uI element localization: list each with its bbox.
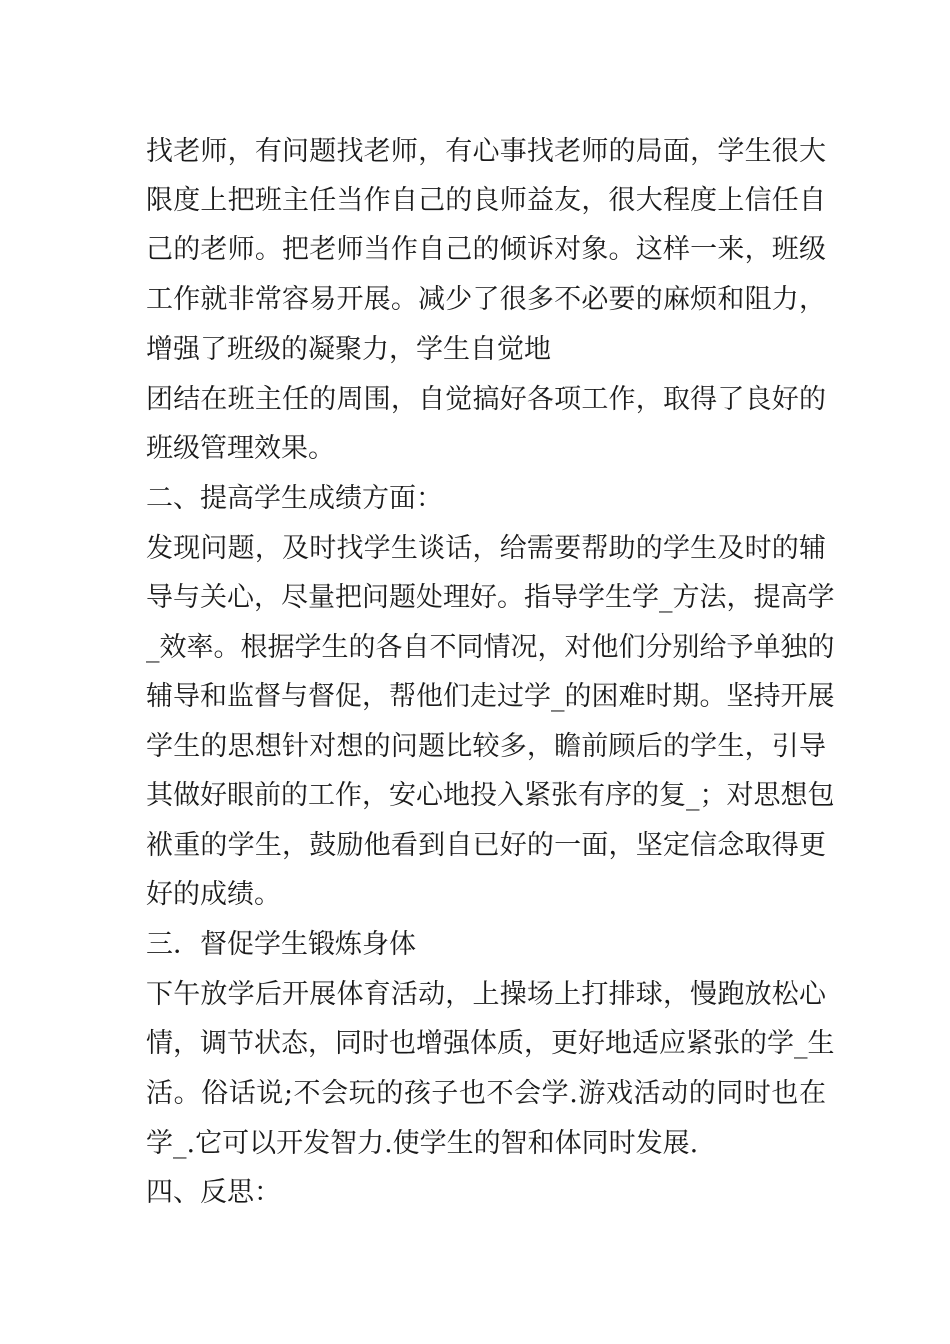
text-line: 团结在班主任的周围，自觉搞好各项工作，取得了良好的: [146, 384, 826, 415]
text-line: 找老师，有问题找老师，有心事找老师的局面，学生很大: [146, 136, 826, 167]
text-line: _效率。根据学生的各自不同情况，对他们分别给予单独的: [146, 632, 835, 663]
text-line: 导与关心，尽量把问题处理好。指导学生学_方法，提高学: [146, 582, 835, 613]
text-line: 发现问题，及时找学生谈话，给需要帮助的学生及时的辅: [146, 533, 826, 564]
text-line: 工作就非常容易开展。减少了很多不必要的麻烦和阻力，: [146, 284, 826, 315]
text-line: 情，调节状态，同时也增强体质，更好地适应紧张的学_生: [146, 1028, 835, 1059]
text-line: 辅导和监督与督促，帮他们走过学_的困难时期。坚持开展: [146, 681, 835, 712]
text-line: 班级管理效果。: [146, 433, 335, 464]
section-heading: 二、提高学生成绩方面：: [146, 483, 443, 514]
text-line: 好的成绩。: [146, 879, 281, 910]
text-line: 己的老师。把老师当作自己的倾诉对象。这样一来，班级: [146, 234, 826, 265]
section-heading: 四、反思：: [146, 1177, 281, 1208]
section-heading: 三．督促学生锻炼身体: [146, 929, 416, 960]
text-line: 活。俗话说;不会玩的孩子也不会学.游戏活动的同时也在: [146, 1078, 826, 1109]
text-line: 学_.它可以开发智力.使学生的智和体同时发展.: [146, 1128, 699, 1159]
text-line: 限度上把班主任当作自己的良师益友，很大程度上信任自: [146, 185, 826, 216]
text-line: 学生的思想针对想的问题比较多，瞻前顾后的学生，引导: [146, 731, 826, 762]
text-line: 袱重的学生，鼓励他看到自已好的一面，坚定信念取得更: [146, 830, 826, 861]
text-line: 增强了班级的凝聚力，学生自觉地: [146, 334, 551, 365]
text-line: 下午放学后开展体育活动，上操场上打排球，慢跑放松心: [146, 979, 826, 1010]
text-line: 其做好眼前的工作，安心地投入紧张有序的复_；对思想包: [146, 780, 835, 811]
